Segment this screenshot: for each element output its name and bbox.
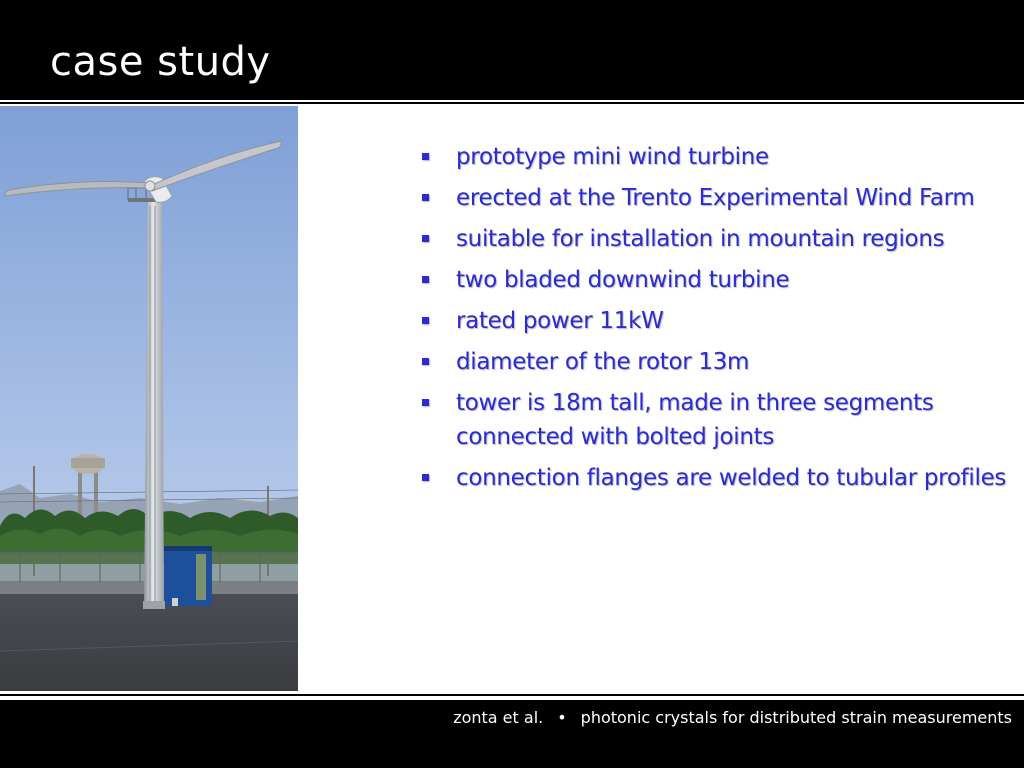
bullet-item: [420, 263, 1015, 297]
bullet-text: suitable for installation in mountain regions: [456, 226, 945, 252]
bullet-marker: [422, 358, 429, 365]
footer-separator: •: [557, 708, 567, 727]
bullet-marker: [422, 153, 429, 160]
bullet-item: [420, 140, 1015, 174]
bullet-item: [420, 222, 1015, 256]
bullet-text: erected at the Trento Experimental Wind Farm: [456, 185, 975, 211]
top-divider: [0, 102, 1024, 104]
bullet-item: [420, 304, 1015, 338]
bullet-text: tower is 18m tall, made in three segments connected with bolted joints: [456, 390, 934, 450]
bullet-text: diameter of the rotor 13m: [456, 349, 750, 375]
bullet-text: prototype mini wind turbine: [456, 144, 769, 170]
bullet-marker: [422, 317, 429, 324]
bullet-list: [420, 140, 1015, 502]
footer-bar: [0, 700, 1024, 768]
bullet-item: [420, 345, 1015, 379]
footer-caption: [453, 708, 1012, 727]
bullet-text: connection flanges are welded to tubular profiles: [456, 465, 1007, 491]
bullet-marker: [422, 276, 429, 283]
bullet-text: two bladed downwind turbine: [456, 267, 790, 293]
footer-topic: photonic crystals for distributed strain measurements: [580, 708, 1012, 727]
bullet-item: [420, 386, 1015, 454]
slide-title: case study: [50, 39, 271, 85]
bottom-divider: [0, 694, 1024, 696]
bullet-text: rated power 11kW: [456, 308, 664, 334]
title-bar: [0, 0, 1024, 100]
bullet-marker: [422, 194, 429, 201]
bullet-item: [420, 181, 1015, 215]
wind-turbine-photo: [0, 106, 298, 691]
bullet-marker: [422, 474, 429, 481]
bullet-marker: [422, 399, 429, 406]
footer-authors: zonta et al.: [453, 708, 544, 727]
bullet-marker: [422, 235, 429, 242]
bullet-item: [420, 461, 1015, 495]
